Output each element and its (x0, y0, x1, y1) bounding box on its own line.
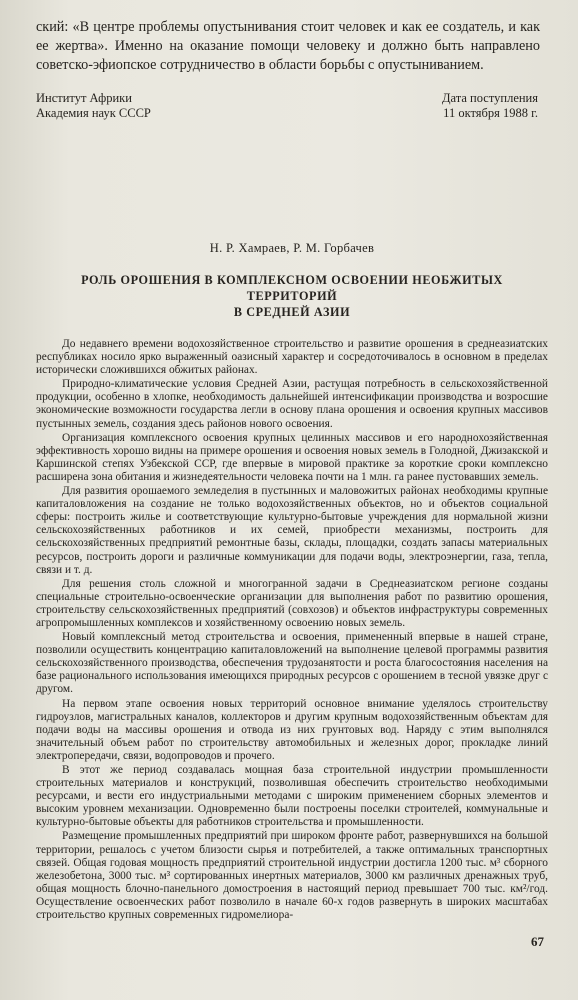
article-body (36, 338, 548, 922)
academy-name: Академия наук СССР (36, 106, 151, 120)
body-paragraph: Организация комплексного освоения крупных целинных массивов и его народнохозяйственная эффективность хорошо видны на примере орошения и освоения новых земель в Голодной, Джизакской и Каршинской степях Узбекской ССР, где впервые в мировой практике за короткие сроки комплексно расширена зона обитания и жизнедеятельности человека почти на 1 млн. га ранее пустовавших земель. (36, 431, 548, 483)
page-number: 67 (531, 934, 544, 949)
body-paragraph: На первом этапе освоения новых территорий основное внимание уделялось строительству гидроузлов, магистральных каналов, коллекторов и другим крупным водохозяйственным объектам для подачи воды на массивы орошения и отвода из них грунтовых вод. Наряду с этим выполнялся значительный объем работ по строительству автомобильных и железных дорог, прокладке линий электропередачи, связи, водопроводов и прочего. (36, 697, 548, 762)
body-paragraph: Для развития орошаемого земледелия в пустынных и маловожитых районах необходимы крупные капиталовложения на создание не только водохозяйственных объектов, но и объектов социальной сферы: построить жилье и соответствующие культурно-бытовые учреждения для нормальной жизни сельскохозяйственных работников и их семей, приобрести механизмы, построить для сельскохозяйственных предприятий ремонтные базы, склады, площадки, создать запасы материальных ресурсов, построить дороги и различные коммуникации для подачи воды, электроэнергии, газа, тепла, связи и т. д. (36, 485, 548, 576)
body-paragraph: Для решения столь сложной и многогранной задачи в Среднеазиатском регионе созданы специальные строительно-освоенческие организации для выполнения работ по развитию орошения, строительству сельскохозяйственных предприятий (совхозов) и объектов инфраструктуры современных агропромышленных комплексов и хозяйственному освоению новых земель. (36, 577, 548, 629)
body-paragraph: Новый комплексный метод строительства и освоения, примененный впервые в нашей стране, позволили осуществить концентрацию капиталовложений на выполнение целевой программы развития сельскохозяйственного производства, обеспечения трудозанятости и роста благосостояния населения на базе рационального использования имеющихся природных ресурсов с орошением в тесной увязке друг с другом. (36, 631, 548, 696)
institute-name: Институт Африки (36, 91, 132, 105)
received-block (442, 91, 538, 121)
received-date: 11 октября 1988 г. (443, 106, 538, 120)
affiliation-block (36, 91, 548, 121)
title-line-1: РОЛЬ ОРОШЕНИЯ В КОМПЛЕКСНОМ ОСВОЕНИИ НЕОБЖИТЫХ ТЕРРИТОРИЙ (81, 273, 503, 303)
body-paragraph: Природно-климатические условия Средней Азии, растущая потребность в сельскохозяйственной продукции, особенно в хлопке, необходимость дальнейшей интенсификации производства и возросшие экономические возможности государства легли в основу плана орошения и освоения крупных массивов пустынных земель, создания здесь районов нового освоения. (36, 378, 548, 430)
institute-block (36, 91, 151, 121)
body-paragraph: Размещение промышленных предприятий при широком фронте работ, развернувшихся на большой территории, решалось с учетом близости сырья и потребителей, а также оптимальных транспортных связей. Общая годовая мощность предприятий строительной индустрии достигла 1200 тыс. м³ сборного железобетона, 3000 тыс. м³ сортированных инертных материалов, 3000 км различных дренажных труб, общая мощность блочно-панельного домостроения в настоящий период превышает 700 тыс. км²/год. Осуществление освоенческих работ позволило в начале 60-х годов развернуть в широких масштабах строительство крупных современных гидромелиора- (36, 830, 548, 922)
body-paragraph: В этот же период создавалась мощная база строительной индустрии промышленности строительных материалов и конструкций, позволившая обеспечить строительство необходимыми ресурсами, и вести его индустриальными методами с широким применением сборных элементов и высоким уровнем механизации. Одновременно были построены поселки строителей, коммунальные и культурно-бытовые объекты для работников строительства и промышленности. (36, 764, 548, 829)
intro-paragraph: ский: «В центре проблемы опустынивания стоит человек и как ее создатель, и как ее жертва». Именно на оказание помощи человеку и должно быть направлено советско-эфиопское сотрудничество в области борьбы с опустыниванием. (36, 19, 540, 73)
received-label: Дата поступления (442, 91, 538, 105)
title-line-2: В СРЕДНЕЙ АЗИИ (233, 305, 351, 319)
body-paragraph: До недавнего времени водохозяйственное строительство и развитие орошения в среднеазиатских республиках носило ярко выраженный оазисный характер и сосредоточивалось в основном в пределах исторически сложившихся обжитых районах. (36, 338, 548, 377)
article-title (36, 272, 548, 320)
article-authors: Н. Р. Хамраев, Р. М. Горбачев (209, 241, 375, 255)
